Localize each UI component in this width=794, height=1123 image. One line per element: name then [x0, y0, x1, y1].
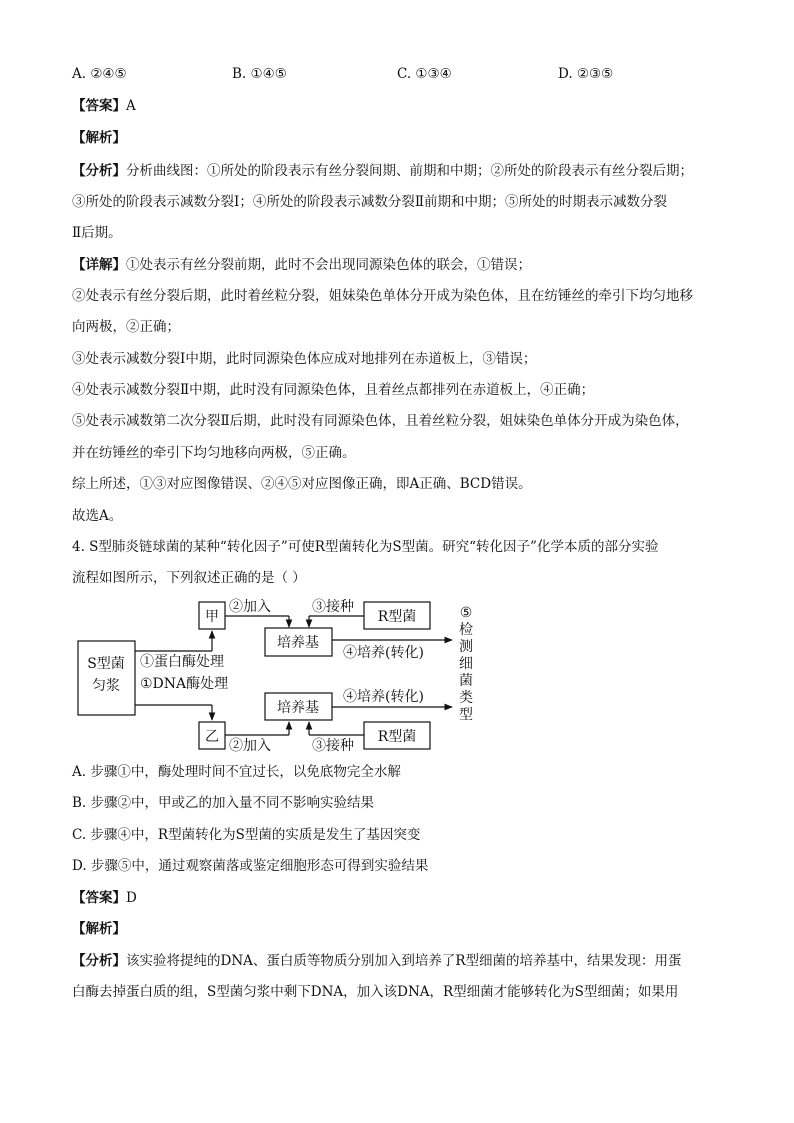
q4-option-a: A. 步骤①中，酶处理时间不宜过长，以免底物完全水解 — [72, 764, 401, 780]
medium-box-bottom — [265, 693, 332, 720]
q3-xiangjie-line-7: 并在纺锤丝的牵引下均匀地移向两极，⑤正确。 — [72, 445, 356, 461]
dnase-label: ①DNA酶处理 — [140, 676, 229, 692]
detect-char-6: 型 — [459, 707, 473, 723]
r-strain-box-bottom — [364, 722, 430, 749]
q3-xiangjie-text-1: ①处表示有丝分裂前期，此时不会出现同源染色体的联会，①错误； — [126, 257, 531, 273]
s-box-label-1: S型菌 — [87, 656, 125, 672]
answer-tag: 【答案】 — [72, 890, 126, 906]
q4-fenxi-text-1: 该实验将提纯的DNA、蛋白质等物质分别加入到培养了R型细菌的培养基中，结果发现：用蛋 — [126, 953, 682, 969]
answer-tag: 【答案】 — [72, 98, 126, 114]
yi-box — [199, 722, 225, 749]
detect-char-3: 细 — [459, 656, 473, 672]
q4-fenxi-line-2: 白酶去掉蛋白质的组，S型菌匀浆中剩下DNA，加入该DNA，R型细菌才能够转化为S型细菌；如果用 — [72, 984, 679, 1000]
xiangjie-tag: 【详解】 — [72, 257, 126, 273]
detect-char-2: 测 — [459, 639, 473, 655]
q4-option-d: D. 步骤⑤中，通过观察菌落或鉴定细胞形态可得到实验结果 — [72, 858, 429, 874]
r-strain-box-top — [364, 602, 430, 629]
q3-fenxi-line-2: ③所处的阶段表示减数分裂Ⅰ；④所处的阶段表示减数分裂Ⅱ前期和中期；⑤所处的时期表示减数分裂 — [72, 194, 668, 210]
q3-option-a: A. ②④⑤ — [72, 66, 127, 82]
inoculate-label-bottom: ③接种 — [312, 738, 354, 754]
q4-option-b: B. 步骤②中，甲或乙的加入量不同不影响实验结果 — [72, 795, 375, 811]
protease-label: ①蛋白酶处理 — [140, 654, 224, 670]
q3-xiangjie-line-4: ③处表示减数分裂Ⅰ中期，此时同源染色体应成对地排列在赤道板上，③错误； — [72, 351, 537, 367]
s-strain-box — [78, 641, 135, 715]
medium-label-bottom: 培养基 — [277, 700, 319, 716]
jia-box — [199, 602, 225, 629]
analysis-tag: 【解析】 — [72, 921, 126, 937]
fenxi-tag: 【分析】 — [72, 163, 126, 179]
q3-option-b: B. ①④⑤ — [232, 66, 287, 82]
q3-option-c: C. ①③④ — [397, 66, 452, 82]
q4-stem-line-1: 4. S型肺炎链球菌的某种“转化因子”可使R型菌转化为S型菌。研究“转化因子”化学本质的部分实验 — [72, 539, 659, 555]
detect-char-5: 类 — [459, 690, 473, 706]
q3-option-d: D. ②③⑤ — [558, 66, 614, 82]
q3-fenxi-text-1: 分析曲线图：①所处的阶段表示有丝分裂间期、前期和中期；②所处的阶段表示有丝分裂后期； — [126, 163, 693, 179]
detect-char-0: ⑤ — [459, 605, 473, 621]
culture-label-top: ④培养(转化) — [343, 645, 424, 661]
inoculate-label-top: ③接种 — [312, 599, 354, 615]
q3-summary: 综上所述，①③对应图像错误、②④⑤对应图像正确，即A正确、BCD错误。 — [72, 476, 532, 492]
add-label-top: ②加入 — [229, 599, 271, 615]
q3-xiangjie-line-6: ⑤处表示减数第二次分裂Ⅱ后期，此时没有同源染色体，且着丝粒分裂，姐妹染色单体分开成为染色体， — [72, 413, 689, 429]
q3-xiangjie-line-5: ④处表示减数分裂Ⅱ中期，此时没有同源染色体，且着丝点都排列在赤道板上，④正确； — [72, 382, 595, 398]
detect-char-1: 检 — [459, 622, 473, 638]
yi-label: 乙 — [205, 729, 219, 745]
q3-answer: A — [126, 98, 136, 114]
q4-analysis-tag — [72, 919, 126, 939]
q3-xiangjie-line-2: ②处表示有丝分裂后期，此时着丝粒分裂，姐妹染色单体分开成为染色体，且在纺锤丝的牵引下均匀地移 — [72, 288, 693, 304]
add-label-bottom: ②加入 — [229, 738, 271, 754]
q4-option-c: C. 步骤④中，R型菌转化为S型菌的实质是发生了基因突变 — [72, 827, 421, 843]
q4-stem-line-2: 流程如图所示，下列叙述正确的是（ ） — [72, 570, 306, 586]
q4-answer: D — [126, 890, 137, 906]
detect-char-4: 菌 — [459, 673, 473, 689]
q4-fenxi-line-1 — [72, 951, 682, 971]
q3-analysis-tag — [72, 128, 126, 148]
q3-fenxi-line-1 — [72, 161, 693, 181]
r-strain-label-top: R型菌 — [377, 609, 417, 625]
q3-xiangjie-line-1 — [72, 255, 531, 275]
q3-xiangjie-line-3: 向两极，②正确； — [72, 319, 180, 335]
s-box-label-2: 匀浆 — [92, 678, 120, 694]
culture-label-bottom: ④培养(转化) — [343, 689, 424, 705]
r-strain-label-bottom: R型菌 — [377, 729, 417, 745]
q4-answer-line — [72, 888, 137, 908]
jia-label: 甲 — [205, 609, 219, 625]
medium-box-top — [265, 628, 332, 656]
q3-choose: 故选A。 — [72, 508, 123, 524]
fenxi-tag: 【分析】 — [72, 953, 126, 969]
medium-label-top: 培养基 — [277, 635, 319, 651]
analysis-tag: 【解析】 — [72, 130, 126, 146]
q3-fenxi-line-3: Ⅱ后期。 — [72, 225, 122, 241]
q3-answer-line — [72, 96, 136, 116]
